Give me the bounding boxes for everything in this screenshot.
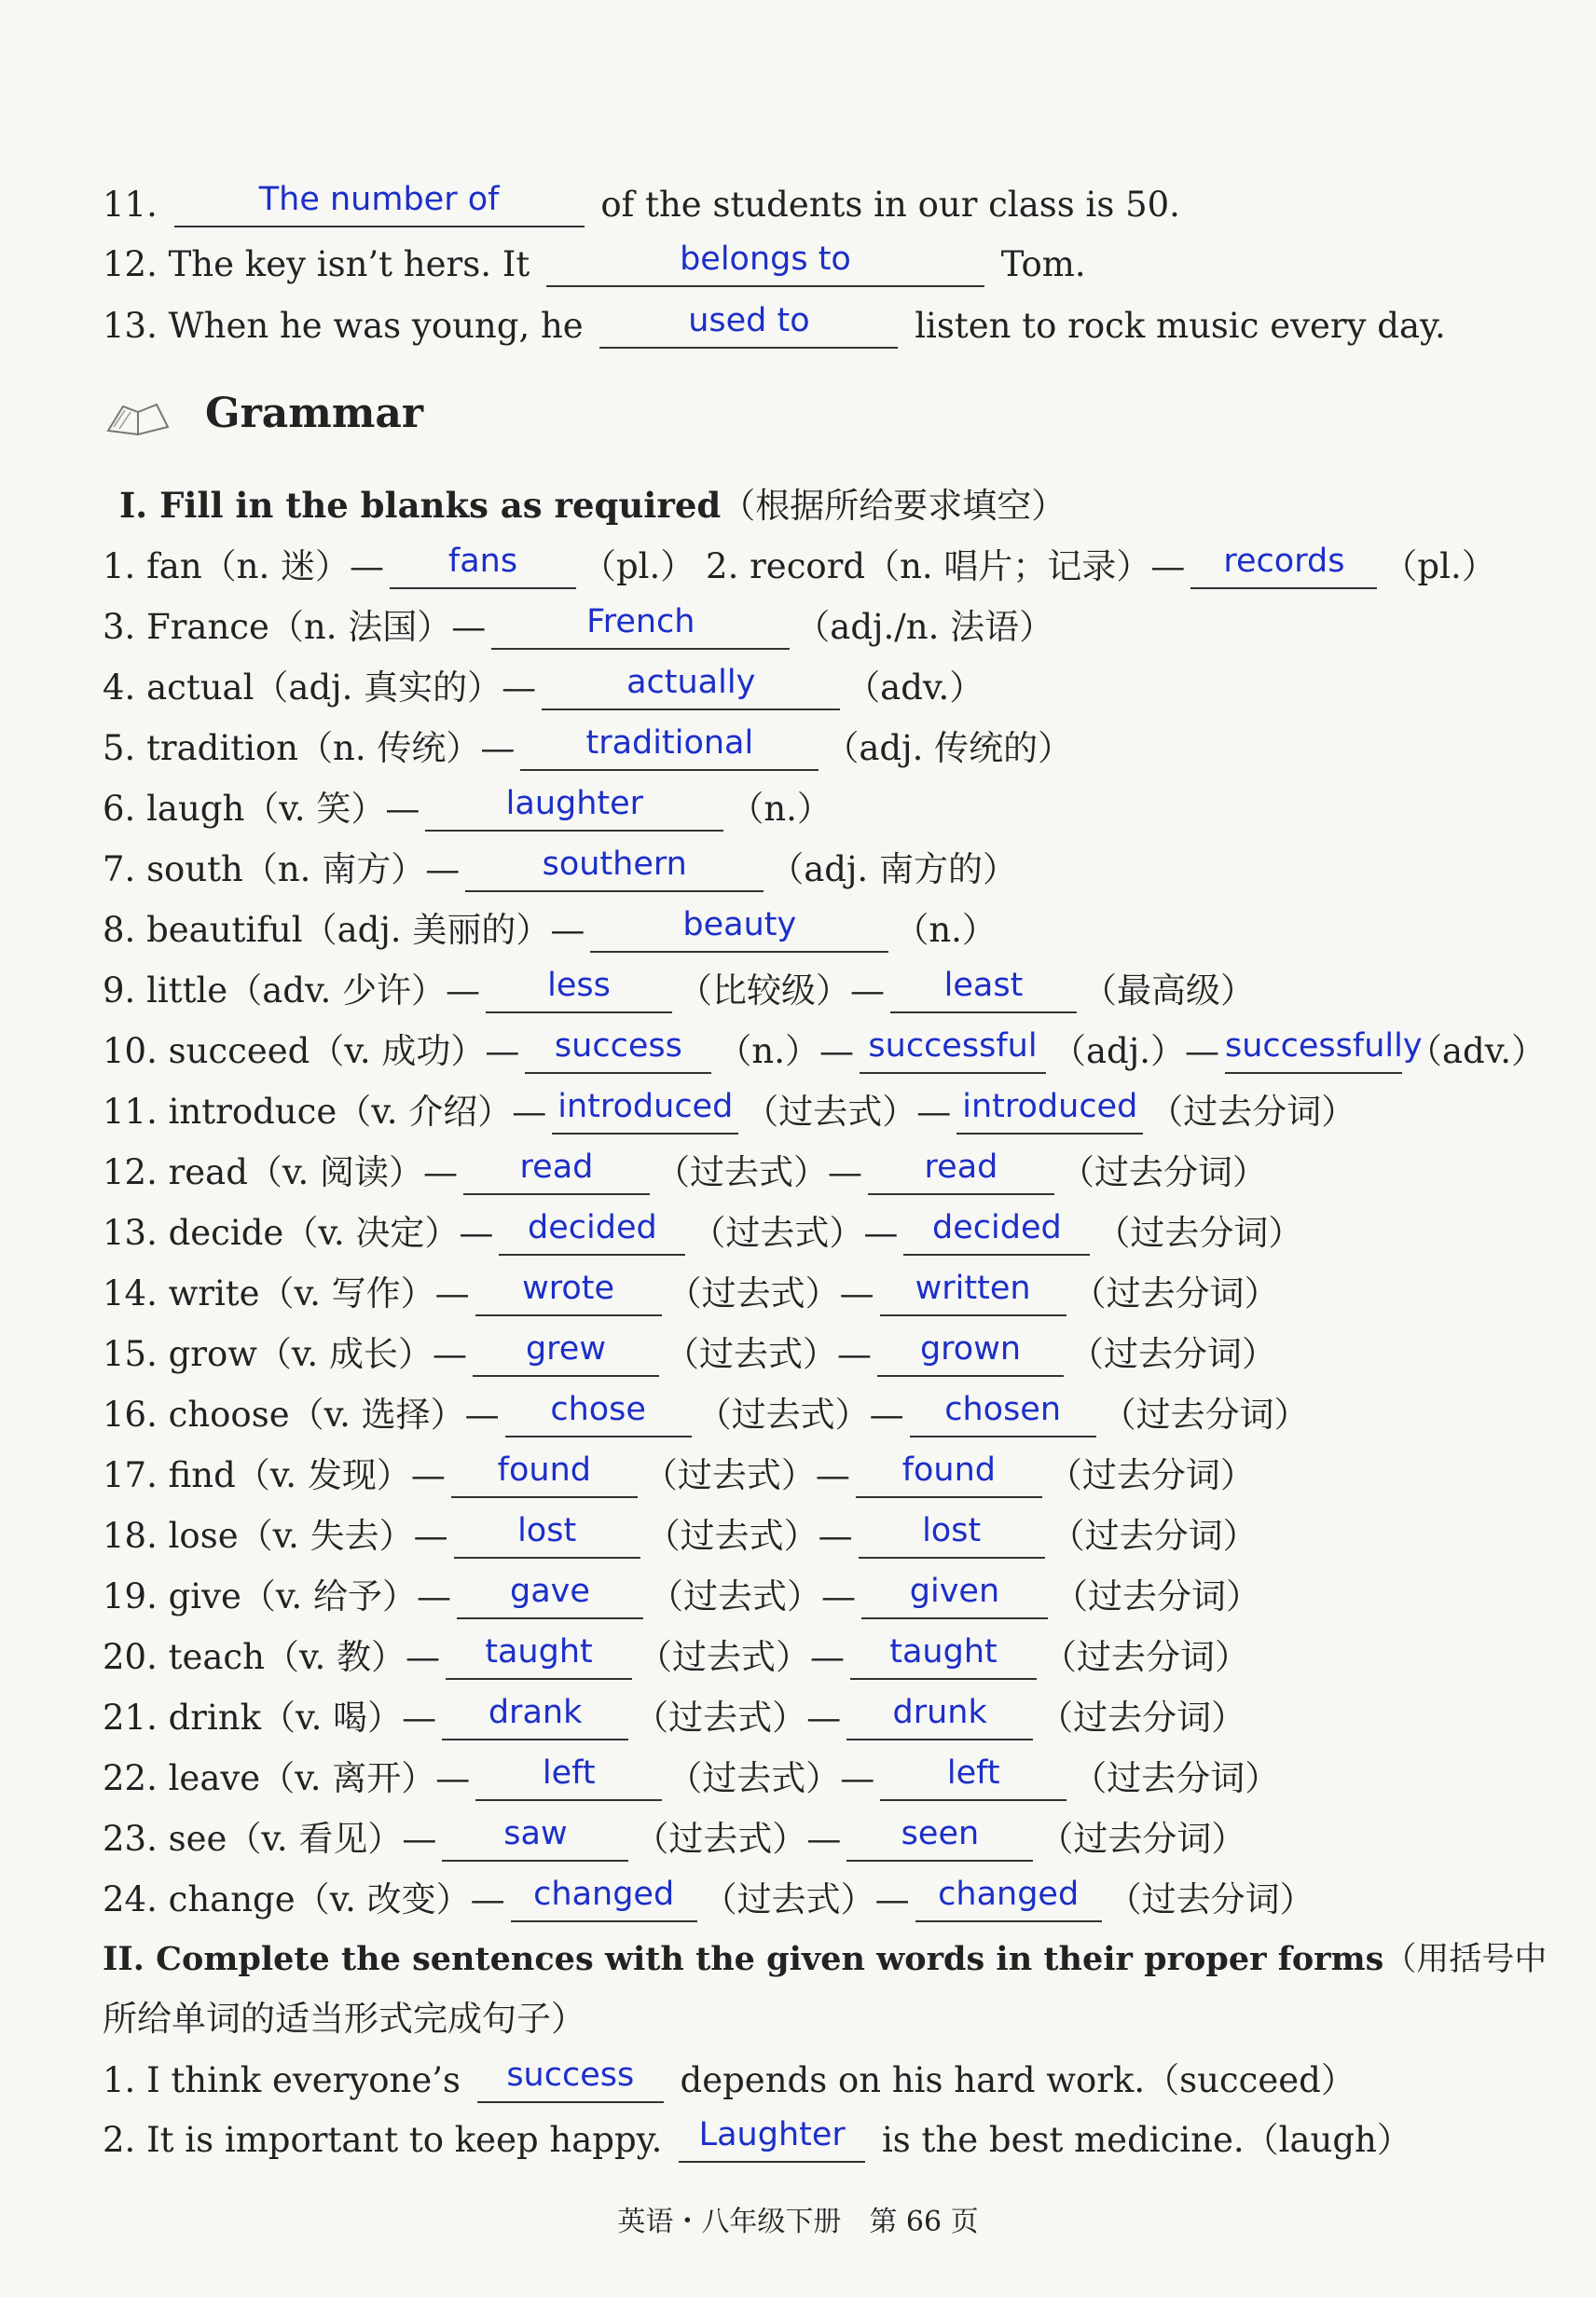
page-footer: 英语・八年级下册 第 66 页: [617, 2206, 979, 2238]
item-row: [103, 1635, 1249, 1680]
answer-text: found: [497, 1451, 591, 1489]
item-prompt: 1. fan（n. 迷）—: [103, 546, 384, 586]
item-suffix: （adj. 传统的）: [824, 728, 1073, 768]
answer-blank: [552, 1088, 738, 1135]
answer-text: chosen: [944, 1391, 1062, 1428]
sentence-s2-2: 2. It is important to keep happy. Laughter is the best medicine.（laugh）: [103, 2118, 1411, 2163]
item-row: [103, 1272, 1279, 1316]
item-prompt: 17. find（v. 发现）—: [103, 1455, 446, 1495]
item-prompt: 24. change（v. 改变）—: [103, 1879, 505, 1919]
item-row: [103, 726, 1072, 771]
item-suffix: （过去分词）: [1039, 1698, 1246, 1738]
answer-text: less: [547, 967, 611, 1004]
answer-blank: [499, 1209, 685, 1256]
answer-blank: [880, 1270, 1066, 1316]
sentence-13: 13. When he was young, he used to listen to rock music every day.: [103, 304, 1446, 349]
answer-blank: [542, 664, 840, 710]
answer-blank: [846, 1694, 1033, 1740]
item-suffix: （过去式）—: [634, 1698, 842, 1738]
answer-blank: [465, 846, 764, 892]
item-row: [103, 605, 1053, 650]
answer-blank: [910, 1391, 1096, 1437]
answer-blank: [477, 2056, 664, 2103]
answer-text: laughter: [505, 785, 644, 822]
item-suffix: （过去分词）: [1047, 1455, 1255, 1495]
item-suffix: （过去分词）: [1101, 1395, 1309, 1435]
answer-blank: [846, 1815, 1033, 1862]
answer-blank: [390, 543, 576, 589]
answer-blank: [505, 1391, 692, 1437]
item-row: [103, 908, 997, 953]
answer-blank: [850, 1633, 1037, 1680]
answer-text: southern: [542, 846, 687, 883]
item-suffix: （过去式）—: [645, 1516, 853, 1556]
answer-blank: [486, 967, 672, 1013]
item-prompt: 4. actual（adj. 真实的）—: [103, 667, 537, 708]
item-suffix: （过去分词）: [1050, 1516, 1258, 1556]
answer-blank: [915, 1876, 1102, 1922]
answer-text: saw: [503, 1815, 568, 1852]
item-suffix: （过去式）—: [654, 1152, 862, 1192]
item-suffix: （过去式）—: [667, 1758, 875, 1798]
answer-text: changed: [533, 1876, 675, 1913]
answer-blank: [877, 1330, 1064, 1377]
item-suffix: （adv.）: [846, 667, 984, 708]
answer-text: lost: [517, 1512, 577, 1549]
answer-blank: [590, 906, 888, 953]
item-suffix: （过去分词）: [1071, 1273, 1279, 1314]
answer-text: introduced: [557, 1088, 734, 1125]
item-row: [103, 1090, 1355, 1135]
item-suffix: （最高级）: [1081, 970, 1255, 1011]
answer-text: decided: [932, 1209, 1062, 1246]
answer-blank: [475, 1754, 662, 1801]
item-suffix: （过去式）—: [744, 1092, 952, 1132]
answer-text: taught: [889, 1633, 998, 1671]
answer-text: belongs to: [680, 241, 851, 278]
answer-text: gave: [510, 1573, 590, 1610]
item-suffix: （过去分词）: [1059, 1152, 1267, 1192]
answer-blank: [442, 1694, 628, 1740]
answer-blank: [861, 1573, 1048, 1619]
item-prompt: 19. give（v. 给予）—: [103, 1576, 451, 1616]
item-row: [103, 1393, 1309, 1437]
item-prompt: 12. read（v. 阅读）—: [103, 1152, 458, 1192]
answer-text: used to: [688, 302, 810, 339]
answer-blank: [1224, 1027, 1423, 1074]
answer-text: found: [901, 1451, 996, 1489]
item-prompt: 14. write（v. 写作）—: [103, 1273, 470, 1314]
answer-blank: [860, 1027, 1046, 1074]
item-suffix: （adj. 南方的）: [769, 849, 1017, 889]
item-prompt: 21. drink（v. 喝）—: [103, 1698, 437, 1738]
item-row: [103, 1332, 1276, 1377]
item-row: [103, 847, 1017, 892]
answer-text: records: [1223, 543, 1345, 580]
answer-text: grew: [525, 1330, 606, 1368]
item-prompt: 23. see（v. 看见）—: [103, 1819, 437, 1859]
answer-text: written: [915, 1270, 1031, 1307]
item-row: [103, 1514, 1258, 1559]
answer-text: fans: [447, 543, 518, 580]
answer-text: grown: [919, 1330, 1021, 1368]
answer-text: lost: [922, 1512, 982, 1549]
answer-text: taught: [485, 1633, 593, 1671]
answer-text: chose: [550, 1391, 646, 1428]
item-prompt: 9. little（adv. 少许）—: [103, 970, 480, 1011]
item-prompt: 2. record（n. 唱片；记录）—: [706, 546, 1186, 586]
item-row: [103, 1029, 1546, 1074]
item-prompt: 11. introduce（v. 介绍）—: [103, 1092, 547, 1132]
answer-blank: [457, 1573, 643, 1619]
item-suffix: （pl.）: [1383, 546, 1496, 586]
section-2-title: II. Complete the sentences with the given words in their proper forms（用括号中: [103, 1940, 1548, 1978]
item-prompt: 7. south（n. 南方）—: [103, 849, 461, 889]
item-suffix: （比较级）—: [677, 970, 885, 1011]
answer-blank: [679, 2116, 865, 2163]
item-row: [103, 1756, 1279, 1801]
answer-text: drunk: [892, 1694, 987, 1731]
answer-text: read: [519, 1148, 594, 1186]
item-prompt: 5. tradition（n. 传统）—: [103, 728, 516, 768]
answer-text: left: [946, 1754, 1000, 1792]
item-suffix: （过去式）—: [664, 1334, 872, 1374]
answer-text: The number of: [258, 181, 500, 218]
answer-blank: [446, 1633, 632, 1680]
item-suffix: （过去式）—: [691, 1213, 899, 1253]
answer-blank: [546, 241, 984, 287]
item-prompt: 18. lose（v. 失去）—: [103, 1516, 448, 1556]
item-suffix: （过去式）—: [648, 1576, 856, 1616]
item-suffix: （adj.）—: [1051, 1031, 1219, 1071]
answer-blank: [451, 1451, 638, 1498]
answer-text: actually: [626, 664, 756, 701]
item-suffix: （adv.）: [1407, 1031, 1546, 1071]
answer-text: seen: [901, 1815, 980, 1852]
item-row: [103, 1877, 1314, 1922]
item-suffix: （过去式）—: [638, 1637, 846, 1677]
item-row: [103, 1453, 1255, 1498]
item-suffix: （过去式）—: [667, 1273, 874, 1314]
answer-blank: [473, 1330, 659, 1377]
answer-text: wrote: [522, 1270, 615, 1307]
answer-blank: [463, 1148, 650, 1195]
answer-blank: [868, 1148, 1054, 1195]
item-row: [103, 1696, 1245, 1740]
item-prompt: 8. beautiful（adj. 美丽的）—: [103, 910, 585, 950]
item-prompt: 22. leave（v. 离开）—: [103, 1758, 471, 1798]
item-suffix: （过去分词）: [1107, 1879, 1314, 1919]
answer-text: beauty: [682, 906, 797, 943]
answer-blank: [856, 1451, 1042, 1498]
answer-text: left: [542, 1754, 596, 1792]
answer-blank: [599, 302, 898, 349]
answer-text: introduced: [962, 1088, 1138, 1125]
answer-text: success: [554, 1027, 682, 1065]
item-suffix: （n.）—: [717, 1031, 854, 1071]
book-icon: [104, 399, 172, 436]
item-suffix: （过去分词）: [1039, 1819, 1246, 1859]
item-row: [103, 1211, 1302, 1256]
item-prompt: 15. grow（v. 成长）—: [103, 1334, 467, 1374]
answer-text: successful: [868, 1027, 1038, 1065]
answer-text: drank: [488, 1694, 583, 1731]
answer-blank: [1190, 543, 1377, 589]
answer-text: Laughter: [698, 2116, 846, 2153]
item-suffix: （过去式）—: [642, 1455, 850, 1495]
sentence-11: 11. The number of of the students in our class is 50.: [103, 183, 1180, 227]
item-suffix: （过去分词）: [1072, 1758, 1280, 1798]
answer-blank: [880, 1754, 1066, 1801]
answer-text: French: [586, 603, 695, 640]
item-prompt: 6. laugh（v. 笑）—: [103, 789, 420, 829]
answer-blank: [454, 1512, 640, 1559]
item-suffix: （pl.）: [582, 546, 695, 586]
item-row: [103, 1575, 1260, 1619]
answer-text: decided: [528, 1209, 657, 1246]
grammar-heading: Grammar: [205, 390, 424, 437]
answer-blank: [903, 1209, 1090, 1256]
item-suffix: （过去分词）: [1068, 1334, 1276, 1374]
item-suffix: （过去式）—: [634, 1819, 842, 1859]
answer-blank: [442, 1815, 628, 1862]
item-suffix: （过去式）—: [702, 1879, 910, 1919]
item-suffix: （n.）: [729, 789, 832, 829]
item-row: [103, 969, 1255, 1013]
item-suffix: （n.）: [894, 910, 997, 950]
sentence-s2-1: 1. I think everyone’s success depends on his hard work.（succeed）: [103, 2058, 1355, 2103]
item-suffix: （过去分词）: [1053, 1576, 1260, 1616]
item-row: [103, 1150, 1267, 1195]
answer-blank: [475, 1270, 662, 1316]
item-suffix: （过去式）—: [696, 1395, 904, 1435]
answer-text: success: [506, 2056, 635, 2094]
answer-blank: [511, 1876, 697, 1922]
item-suffix: （过去分词）: [1095, 1213, 1303, 1253]
answer-text: given: [909, 1573, 1000, 1610]
answer-blank: [525, 1027, 711, 1074]
item-prompt: 10. succeed（v. 成功）—: [103, 1031, 520, 1071]
answer-text: least: [943, 967, 1024, 1004]
item-suffix: （adj./n. 法语）: [795, 607, 1054, 647]
section-1-title: I. Fill in the blanks as required（根据所给要求填空）: [119, 485, 1066, 526]
answer-text: read: [924, 1148, 998, 1186]
answer-blank: [491, 603, 790, 650]
answer-text: traditional: [585, 724, 754, 762]
section-2-title-cont: 所给单词的适当形式完成句子）: [103, 1999, 585, 2039]
answer-blank: [174, 181, 585, 227]
answer-blank: [859, 1512, 1045, 1559]
item-suffix: （过去分词）: [1042, 1637, 1250, 1677]
item-prompt: 16. choose（v. 选择）—: [103, 1395, 500, 1435]
sentence-12: 12. The key isn’t hers. It belongs to Tom.: [103, 242, 1086, 287]
item-row: [103, 544, 1496, 589]
answer-blank: [425, 785, 723, 832]
item-prompt: 13. decide（v. 决定）—: [103, 1213, 494, 1253]
item-prompt: 20. teach（v. 教）—: [103, 1637, 441, 1677]
answer-blank: [890, 967, 1077, 1013]
item-prompt: 3. France（n. 法国）—: [103, 607, 487, 647]
answer-text: successfully: [1224, 1027, 1423, 1065]
answer-blank: [956, 1088, 1143, 1135]
answer-blank: [520, 724, 819, 771]
answer-text: changed: [938, 1876, 1080, 1913]
item-row: [103, 787, 832, 832]
item-row: [103, 1817, 1245, 1862]
item-suffix: （过去分词）: [1149, 1092, 1356, 1132]
item-row: [103, 666, 984, 710]
